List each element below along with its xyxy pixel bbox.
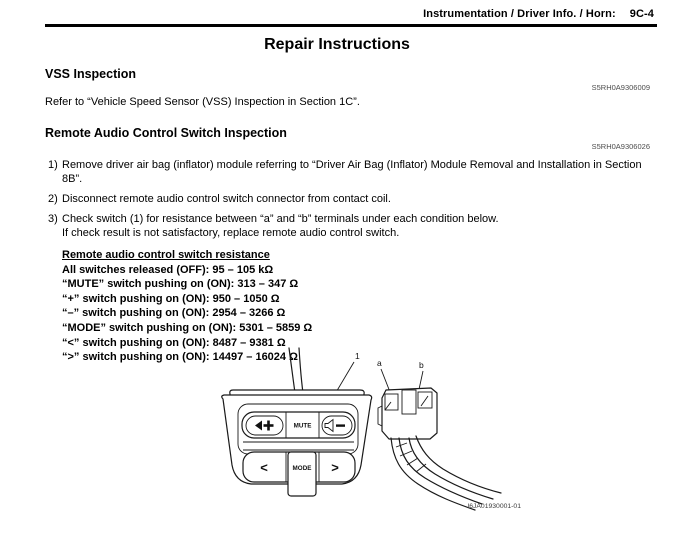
page-header	[0, 0, 674, 20]
figure-code: I6JA01930001-01	[467, 503, 521, 510]
connector	[378, 388, 501, 510]
step-number: 3)	[48, 213, 58, 225]
mute-button	[294, 423, 312, 430]
wire-bundle	[391, 436, 501, 510]
section-heading-remote-audio: Remote Audio Control Switch Inspection	[45, 126, 287, 140]
spec-heading: Remote audio control switch resistance	[62, 249, 270, 261]
callout-b-label: b	[419, 360, 424, 370]
step-number: 1)	[48, 159, 58, 171]
section-code-remote-audio: S5RH0A9306026	[591, 142, 650, 151]
step-number: 2)	[48, 193, 58, 205]
step-1	[48, 158, 650, 186]
step-3	[48, 212, 650, 240]
step-text: Disconnect remote audio control switch connector from contact coil.	[62, 193, 391, 205]
spec-line: “+” switch pushing on (ON): 950 – 1050 Ω	[62, 292, 280, 305]
spec-line: “MUTE” switch pushing on (ON): 313 – 347 Ω	[62, 278, 299, 291]
switch-diagram	[185, 346, 540, 536]
seek-right-icon: >	[331, 460, 339, 475]
breadcrumb: Instrumentation / Driver Info. / Horn:	[423, 8, 616, 20]
step-text: Remove driver air bag (inflator) module referring to “Driver Air Bag (Inflator) Module Removal and Installation in Section 8B”.	[62, 159, 642, 185]
harness-cable	[289, 348, 303, 393]
volume-up-button	[246, 416, 283, 435]
step-text-line1: Check switch (1) for resistance between “a” and “b” terminals under each condition below.	[62, 213, 499, 225]
mode-button-label: MODE	[292, 465, 312, 472]
step-text-line2: If check result is not satisfactory, replace remote audio control switch.	[62, 227, 400, 239]
switch-diagram-svg	[185, 346, 540, 536]
spec-line: “MODE” switch pushing on (ON): 5301 – 5859 Ω	[62, 321, 313, 334]
vss-body-text: Refer to “Vehicle Speed Sensor (VSS) Inspection in Section 1C”.	[45, 96, 360, 108]
page-number: 9C-4	[629, 8, 654, 20]
header-rule	[45, 24, 657, 27]
mute-button-label: MUTE	[293, 422, 312, 430]
step-2	[48, 192, 650, 206]
callout-terminal-a	[377, 358, 390, 392]
spec-line: “>” switch pushing on (ON): 14497 – 16024 Ω	[62, 351, 298, 364]
section-code-vss: S5RH0A9306009	[591, 83, 650, 92]
callout-1-label: 1	[355, 351, 360, 361]
volume-down-button	[322, 416, 352, 435]
spec-line: All switches released (OFF): 95 – 105 kΩ	[62, 263, 274, 276]
callout-a-label: a	[377, 358, 382, 368]
callout-switch	[335, 351, 360, 394]
switch-housing	[222, 390, 372, 496]
spec-line: “<” switch pushing on (ON): 8487 – 9381 Ω	[62, 336, 286, 349]
spec-line: “–” switch pushing on (ON): 2954 – 3266 Ω	[62, 307, 286, 320]
page-title: Repair Instructions	[264, 36, 410, 53]
seek-left-icon: <	[260, 460, 268, 475]
numbered-steps	[48, 158, 650, 240]
section-heading-vss: VSS Inspection	[45, 67, 136, 81]
mode-button	[288, 452, 316, 496]
step-text	[62, 212, 648, 240]
